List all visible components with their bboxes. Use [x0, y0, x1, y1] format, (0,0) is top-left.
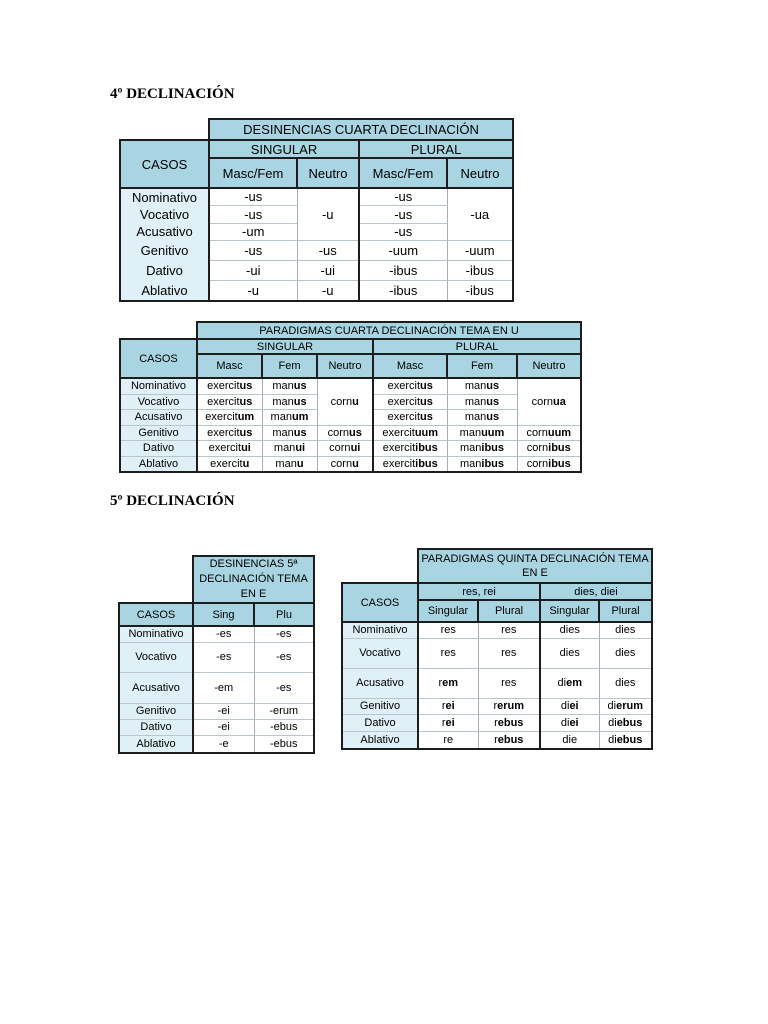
form: cornuum	[517, 425, 581, 440]
ending: -e	[193, 735, 254, 753]
form: manus	[447, 409, 517, 425]
ending: -us	[209, 188, 297, 205]
ending: -us	[359, 223, 447, 240]
form: diem	[540, 668, 599, 698]
ending: -ibus	[447, 280, 513, 301]
form: die	[540, 731, 599, 749]
ending: -ui	[297, 260, 359, 280]
form: rem	[418, 668, 478, 698]
ending: -ei	[193, 703, 254, 719]
col-header: Masc/Fem	[209, 158, 297, 188]
case-label: Acusativo	[120, 409, 197, 425]
ending: -es	[193, 642, 254, 672]
case-label: Genitivo	[342, 698, 418, 714]
case-label: Ablativo	[119, 735, 193, 753]
ending: -es	[193, 626, 254, 642]
ending: -um	[209, 223, 297, 240]
form: dies	[540, 622, 599, 638]
form: diebus	[599, 714, 652, 731]
table-title: DESINENCIAS 5ª DECLINACIÓN TEMA EN E	[193, 556, 314, 603]
casos-header: CASOS	[120, 339, 197, 378]
singular-header: SINGULAR	[197, 339, 373, 354]
ending: -us	[359, 188, 447, 205]
casos-header: CASOS	[119, 603, 193, 626]
table-title: PARADIGMAS CUARTA DECLINACIÓN TEMA EN U	[197, 322, 581, 339]
plural-header: PLURAL	[373, 339, 581, 354]
ending: -u	[209, 280, 297, 301]
form: cornui	[317, 440, 373, 456]
case-label: Vocativo	[120, 205, 209, 223]
form: dierum	[599, 698, 652, 714]
heading-cuarta-declinacion: 4º DECLINACIÓN	[110, 86, 235, 102]
casos-header: CASOS	[342, 583, 418, 622]
case-label: Ablativo	[342, 731, 418, 749]
col-header: Neutro	[447, 158, 513, 188]
col-header: Sing	[193, 603, 254, 626]
ending: -es	[254, 642, 314, 672]
form: manus	[262, 425, 317, 440]
col-header: Masc	[197, 354, 262, 378]
col-header: Plural	[478, 600, 540, 622]
form: exercitu	[197, 456, 262, 472]
case-label: Ablativo	[120, 280, 209, 301]
form: exercitus	[373, 409, 447, 425]
form: diei	[540, 698, 599, 714]
ending: -us	[209, 240, 297, 260]
case-label: Nominativo	[120, 378, 197, 394]
table-desinencias-cuarta	[119, 118, 514, 302]
form: exercitus	[373, 394, 447, 409]
case-label: Vocativo	[342, 638, 418, 668]
case-label: Genitivo	[119, 703, 193, 719]
form: exercitus	[197, 425, 262, 440]
ending: -es	[254, 672, 314, 703]
case-label: Nominativo	[119, 626, 193, 642]
form: cornu	[317, 456, 373, 472]
table-title: DESINENCIAS CUARTA DECLINACIÓN	[209, 119, 513, 140]
ending: -ui	[209, 260, 297, 280]
ending: -uum	[447, 240, 513, 260]
form: manibus	[447, 440, 517, 456]
form: manui	[262, 440, 317, 456]
ending: -us	[297, 240, 359, 260]
form: manus	[447, 378, 517, 394]
form: exercitibus	[373, 456, 447, 472]
ending: -es	[254, 626, 314, 642]
form: manus	[447, 394, 517, 409]
form: cornua	[517, 378, 581, 425]
form: diebus	[599, 731, 652, 749]
ending: -u	[297, 188, 359, 240]
lemma-dies: dies, diei	[540, 583, 652, 600]
ending: -ua	[447, 188, 513, 240]
form: exercituum	[373, 425, 447, 440]
case-label: Nominativo	[342, 622, 418, 638]
form: res	[478, 622, 540, 638]
ending: -erum	[254, 703, 314, 719]
case-label: Dativo	[120, 260, 209, 280]
form: res	[478, 638, 540, 668]
form: manuum	[447, 425, 517, 440]
singular-header: SINGULAR	[209, 140, 359, 158]
col-header: Fem	[262, 354, 317, 378]
table-paradigmas-cuarta	[119, 321, 582, 473]
form: exercitus	[197, 394, 262, 409]
form: cornibus	[517, 440, 581, 456]
col-header: Neutro	[317, 354, 373, 378]
case-label: Genitivo	[120, 425, 197, 440]
form: cornus	[317, 425, 373, 440]
form: res	[478, 668, 540, 698]
form: dies	[540, 638, 599, 668]
case-label: Vocativo	[119, 642, 193, 672]
plural-header: PLURAL	[359, 140, 513, 158]
case-label: Ablativo	[120, 456, 197, 472]
heading-quinta-declinacion: 5º DECLINACIÓN	[110, 493, 235, 509]
form: manibus	[447, 456, 517, 472]
form: manus	[262, 394, 317, 409]
case-label: Nominativo	[120, 188, 209, 205]
form: exercitibus	[373, 440, 447, 456]
ending: -ebus	[254, 735, 314, 753]
ending: -us	[209, 205, 297, 223]
ending: -ei	[193, 719, 254, 735]
form: exercitui	[197, 440, 262, 456]
ending: -ebus	[254, 719, 314, 735]
table-desinencias-quinta	[118, 555, 315, 754]
ending: -ibus	[359, 260, 447, 280]
form: res	[418, 638, 478, 668]
case-label: Acusativo	[342, 668, 418, 698]
col-header: Masc/Fem	[359, 158, 447, 188]
form: rerum	[478, 698, 540, 714]
form: dies	[599, 668, 652, 698]
ending: -u	[297, 280, 359, 301]
casos-header: CASOS	[120, 140, 209, 188]
form: manus	[262, 378, 317, 394]
col-header: Singular	[540, 600, 599, 622]
col-header: Masc	[373, 354, 447, 378]
form: exercitum	[197, 409, 262, 425]
case-label: Genitivo	[120, 240, 209, 260]
ending: -ibus	[447, 260, 513, 280]
case-label: Dativo	[342, 714, 418, 731]
form: rei	[418, 714, 478, 731]
lemma-res: res, rei	[418, 583, 540, 600]
case-label: Dativo	[119, 719, 193, 735]
form: res	[418, 622, 478, 638]
form: cornu	[317, 378, 373, 425]
table-title: PARADIGMAS QUINTA DECLINACIÓN TEMA EN E	[418, 549, 652, 583]
form: exercitus	[197, 378, 262, 394]
case-label: Dativo	[120, 440, 197, 456]
form: diei	[540, 714, 599, 731]
form: exercitus	[373, 378, 447, 394]
form: dies	[599, 622, 652, 638]
col-header: Fem	[447, 354, 517, 378]
form: manu	[262, 456, 317, 472]
form: rei	[418, 698, 478, 714]
case-label: Acusativo	[119, 672, 193, 703]
col-header: Plu	[254, 603, 314, 626]
form: re	[418, 731, 478, 749]
col-header: Neutro	[517, 354, 581, 378]
form: cornibus	[517, 456, 581, 472]
form: rebus	[478, 731, 540, 749]
ending: -uum	[359, 240, 447, 260]
col-header: Neutro	[297, 158, 359, 188]
form: dies	[599, 638, 652, 668]
form: manum	[262, 409, 317, 425]
case-label: Acusativo	[120, 223, 209, 240]
ending: -ibus	[359, 280, 447, 301]
col-header: Plural	[599, 600, 652, 622]
case-label: Vocativo	[120, 394, 197, 409]
ending: -em	[193, 672, 254, 703]
table-paradigmas-quinta	[341, 548, 653, 750]
form: rebus	[478, 714, 540, 731]
col-header: Singular	[418, 600, 478, 622]
ending: -us	[359, 205, 447, 223]
